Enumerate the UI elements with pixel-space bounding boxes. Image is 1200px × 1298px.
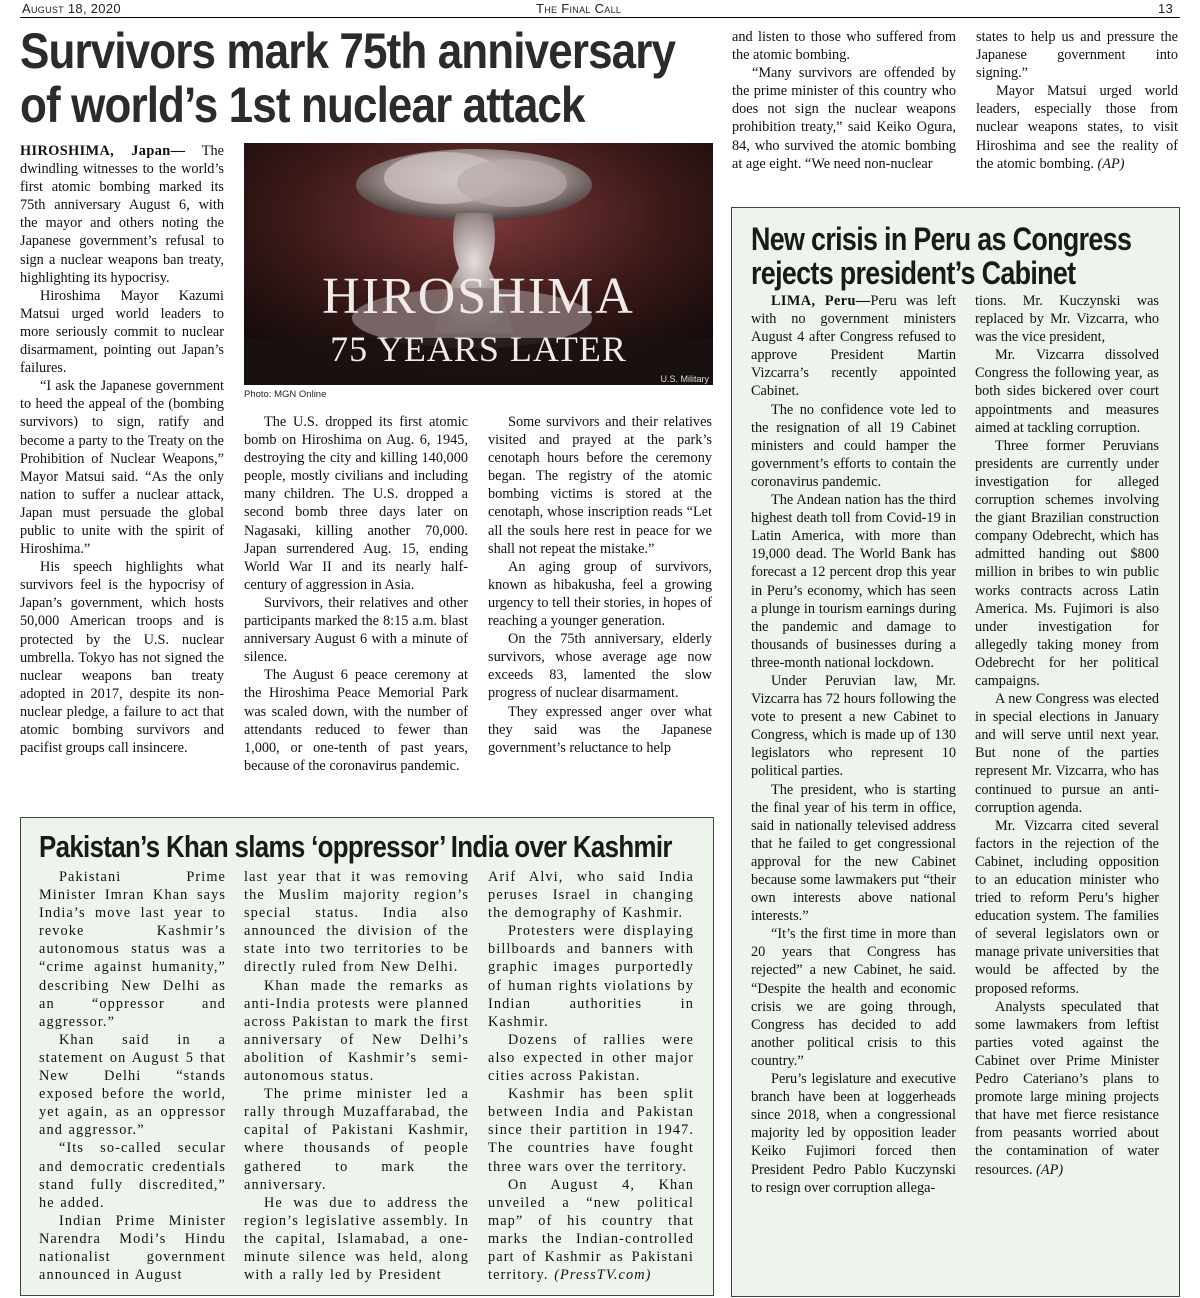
paragraph: The president, who is starting the final year of his term in office, said in nationally televised address that he failed to get congressional approval for the new Cabinet because some lawmakers put “their own interests above national interests.”: [751, 781, 956, 925]
paragraph: Arif Alvi, who said India peruses Israel in changing the demography of Kashmir.: [488, 869, 694, 922]
source-credit: (AP): [1036, 1161, 1064, 1178]
paragraph: Indian Prime Minister Narendra Modi’s Hindu nationalist government announced in August: [39, 1212, 226, 1284]
peru-headline-line2: rejects president’s Cabinet: [751, 255, 1076, 291]
paragraph: “I ask the Japanese government to heed the appeal of the (bombing survivors) to sign, ratify and become a party to the Treaty on the Prohibition of Nuclear Weapons,” Mayor Matsui said. “As the only nation to suffer a nuclear attack, Japan must persuade the global public to unite with the spirit of Hiroshima.”: [20, 378, 224, 558]
page-header: [0, 0, 1200, 18]
photo-title: HIROSHIMA: [322, 268, 635, 325]
peru-column-2: [975, 292, 1159, 1179]
source-credit: (AP): [1097, 155, 1125, 172]
paragraph: Mr. Vizcarra cited several factors in the rejection of the Cabinet, including opposition to an education minister who tried to reform Peru’s higher education system. The families of several legislators own or manage private universities that would be affected by the proposed reforms.: [975, 817, 1159, 997]
peru-column-1: [751, 292, 956, 1197]
paragraph: His speech highlights what survivors feel is the hypocrisy of Japan’s government, which hosts 50,000 American troops and is protected by the U.S. nuclear umbrella. Tokyo has not signed the nuclear weapons ban treaty adopted in 2017, despite its non-nuclear pledge, a failure to act that atomic bombing survivors and pacifist groups call insincere.: [20, 559, 224, 757]
photo-subtitle: 75 YEARS LATER: [330, 329, 627, 369]
pakistan-column-2: [244, 868, 469, 1284]
paragraph: and listen to those who suffered from the atomic bombing.: [732, 29, 956, 64]
main-dateline-para: HIROSHIMA, Japan— The dwindling witnesses to the world’s first atomic bombing marked its 75th anniversary August 6, with the mayor and others noting the Japanese government’s refusal to sign a nuclear weapons ban treaty, highlighting its hypocrisy.: [20, 143, 224, 286]
main-story-column-2: [244, 413, 468, 775]
main-story-column-3: [488, 413, 712, 757]
paragraph: states to help us and pressure the Japanese government into signing.”: [976, 29, 1178, 82]
dateline: LIMA, Peru—: [771, 293, 871, 309]
paragraph: Khan said in a statement on August 5 that New Delhi “stands exposed before the world, yet again, as an oppressor and aggressor.”: [39, 1031, 226, 1139]
paragraph: A new Congress was elected in special elections in January and will serve until next year. But none of the parties represent Mr. Vizcarra, who has continued to pursue an anti-corruption agenda.: [975, 691, 1159, 816]
paragraph: The prime minister led a rally through Muzaffarabad, the capital of Pakistani Kashmir, where thousands of people gathered to mark the anniversary.: [244, 1086, 469, 1193]
paragraph: Survivors, their relatives and other participants marked the 8:15 a.m. blast anniversary August 6 with a minute of silence.: [244, 594, 468, 666]
publication-name: The Final Call: [536, 1, 622, 16]
hiroshima-photo: [244, 143, 713, 385]
issue-date: August 18, 2020: [22, 1, 121, 16]
paragraph: Protesters were displaying billboards and banners with graphic images purportedly of human rights violations by Indian authorities in Kashmir.: [488, 923, 694, 1030]
paragraph: He was due to address the region’s legislative assembly. In the capital, Islamabad, a one-minute silence was held, along with a rally led by President: [244, 1194, 469, 1284]
photo-credit: Photo: MGN Online: [244, 389, 327, 400]
peru-dateline-para: LIMA, Peru—Peru was left with no government ministers August 4 after Congress refused to approve President Martin Vizcarra’s recently appointed Cabinet.: [751, 293, 956, 400]
paragraph: Hiroshima Mayor Kazumi Matsui urged world leaders to more seriously commit to nuclear disarmament, pointing out Japan’s failures.: [20, 287, 224, 377]
pakistan-column-1: [39, 868, 226, 1284]
paragraph: The U.S. dropped its first atomic bomb on Hiroshima on Aug. 6, 1945, destroying the city and killing 140,000 people, mostly civilians and including many children. The U.S. dropped a second bomb three days later on Nagasaki, killing another 70,000. Japan surrendered Aug. 15, ending World War II and its nearly half-century of aggression in Asia.: [244, 414, 468, 593]
paragraph: “Many survivors are offended by the prime minister of this country who does not sign the nuclear weapons prohibition treaty,” said Keiko Ogura, 84, who survived the atomic bombing at age eight. “We need non-nuclear: [732, 65, 956, 172]
paragraph: Mayor Matsui urged world leaders, especially those from nuclear weapons states, to visit Hiroshima and see the reality of the atomic bombing. (AP): [976, 83, 1178, 172]
main-headline-line1: Survivors mark 75th anniversary: [20, 23, 676, 79]
paragraph: The August 6 peace ceremony at the Hiroshima Peace Memorial Park was scaled down, with the number of attendants reduced to fewer than 1,000, or one-tenth of past years, because of the coronavirus pandemic.: [244, 667, 468, 774]
main-story-column-4: [732, 28, 956, 173]
dateline: HIROSHIMA, Japan—: [20, 143, 186, 159]
paragraph: Under Peruvian law, Mr. Vizcarra has 72 hours following the vote to present a new Cabinet to Congress, which is made up of 130 legislators who represent 10 political parties.: [751, 672, 956, 780]
paragraph: Kashmir has been split between India and Pakistan since their partition in 1947. The countries have fought three wars over the territory.: [488, 1086, 694, 1175]
pakistan-column-3: [488, 868, 694, 1284]
main-story-column-5: [976, 28, 1178, 173]
paragraph: Some survivors and their relatives visited and prayed at the park’s cenotaph hours before the ceremony began. The registry of the atomic bombing victims is stored at the cenotaph, whose inscription reads “Let all the souls here rest in peace for we shall not repeat the mistake.”: [488, 414, 712, 557]
source-credit: (PressTV.com): [554, 1267, 652, 1284]
paragraph: tions. Mr. Kuczynski was replaced by Mr. Vizcarra, who was the vice president,: [975, 293, 1159, 346]
paragraph: last year that it was removing the Muslim majority region’s special status. India also announced the division of the state into two territories to be directly ruled from New Delhi.: [244, 869, 469, 976]
paragraph: They expressed anger over what they said was the Japanese government’s reluctance to help: [488, 703, 712, 756]
paragraph: Peru’s legislature and executive branch have been at loggerheads since 2018, when a congressional majority led by opposition leader Keiko Fujimori forced then President Pedro Pablo Kuczynski to resign over corruption allega-: [751, 1071, 956, 1196]
main-headline-line2: of world’s 1st nuclear attack: [20, 77, 585, 133]
paragraph: Khan made the remarks as anti-India protests were planned across Pakistan to mark the first anniversary of New Delhi’s abolition of Kashmir’s semi-autonomous status.: [244, 977, 469, 1085]
pakistan-headline: Pakistan’s Khan slams ‘oppressor’ India over Kashmir: [39, 829, 672, 864]
paragraph: The Andean nation has the third highest death toll from Covid-19 in Latin America, with more than 19,000 dead. The World Bank has forecast a 12 percent drop this year in Peru’s economy, which has seen a plunge in tourism earnings during the pandemic and damage to thousands of businesses during a three-month national lockdown.: [751, 492, 956, 671]
main-story-column-1: [20, 142, 224, 757]
paragraph: The no confidence vote led to the resignation of all 19 Cabinet ministers and could hamper the government’s efforts to contain the coronavirus pandemic.: [751, 401, 956, 490]
peru-story-box: [731, 207, 1180, 1297]
paragraph: Analysts speculated that some lawmakers from leftist parties voted against the Cabinet over Prime Minister Pedro Cateriano’s plans to promote large mining projects that have met fierce resistance from peasants worried about the contamination of water resources. (AP): [975, 998, 1159, 1178]
paragraph: “It’s the first time in more than 20 years that Congress has rejected” a new Cabinet, he said. “Despite the health and economic crisis we are going through, Congress has decided to add another political crisis to this country.”: [751, 926, 956, 1069]
header-rule: [20, 17, 1180, 18]
paragraph: On August 4, Khan unveiled a “new political map” of his country that marks the Indian-controlled part of Kashmir as Pakistani territory. (PressTV.com): [488, 1176, 694, 1284]
paragraph: “Its so-called secular and democratic credentials stand fully discredited,” he added.: [39, 1140, 226, 1211]
paragraph: On the 75th anniversary, elderly survivors, whose average age now exceeds 83, lamented the slow progress of nuclear disarmament.: [488, 631, 712, 702]
peru-headline-line1: New crisis in Peru as Congress: [751, 221, 1132, 257]
paragraph: Three former Peruvians presidents are currently under investigation for alleged corruption schemes involving the giant Brazilian construction company Odebrecht, which has admitted handing out $800 million in bribes to win public works contracts across Latin America. Ms. Fujimori is also under investigation for allegedly taking money from Odebrecht for her political campaigns.: [975, 437, 1159, 689]
paragraph: An aging group of survivors, known as hibakusha, feel a growing urgency to tell their stories, in hopes of reaching a younger generation.: [488, 558, 712, 630]
photo-watermark: U.S. Military: [660, 374, 709, 384]
page-number: 13: [1158, 1, 1174, 16]
paragraph: Pakistani Prime Minister Imran Khan says India’s move last year to revoke Kashmir’s autonomous status was a “crime against humanity,” describing New Delhi as an “oppressor and aggressor.”: [39, 869, 226, 1030]
pakistan-story-box: [20, 817, 714, 1296]
paragraph: Mr. Vizcarra dissolved Congress the following year, as both sides bickered over court appointments and measures aimed at tackling corruption.: [975, 347, 1159, 436]
paragraph: Dozens of rallies were also expected in other major cities across Pakistan.: [488, 1031, 694, 1085]
